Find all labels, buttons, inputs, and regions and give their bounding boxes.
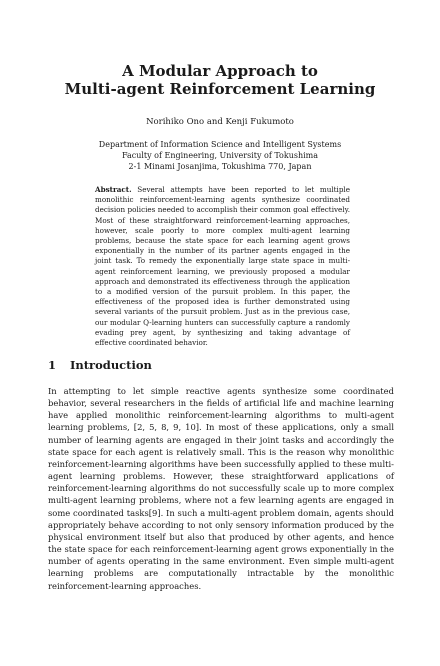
affiliation-line-2: Faculty of Engineering, University of Tokushima bbox=[121, 151, 319, 160]
abstract bbox=[95, 185, 350, 348]
section-title: Introduction bbox=[70, 358, 152, 372]
section-heading bbox=[48, 358, 152, 372]
affiliation-line-1: Department of Information Science and Intelligent Systems bbox=[98, 140, 342, 149]
paper-title-line-2: Multi-agent Reinforcement Learning bbox=[64, 80, 376, 98]
abstract-text: Several attempts have been reported to let multiple monolithic reinforcement-learning agents synthesize coordinated decision policies needed to accomplish their common goal effectively. Most of these straightforward reinforcement-learning approaches, however, scale poorly to more complex multi-agent learning problems, because the state space for each learning agent grows exponentially in the number of its partner agents engaged in the joint task. To remedy the exponentially large state space in multi-agent reinforcement learning, we previously proposed a modular approach and demonstrated its effectiveness through the application to a modified version of the pursuit problem. In this paper, the effectiveness of the proposed idea is further demonstrated using several variants of the pursuit problem. Just as in the previous case, our modular Q-learning hunters can successfully capture a randomly evading prey agent, by synthesizing and taking advantage of effective coordinated behavior. bbox=[95, 185, 350, 348]
section-number: 1 bbox=[48, 358, 57, 372]
affiliation-line-3: 2-1 Minami Josanjima, Tokushima 770, Japan bbox=[128, 162, 312, 171]
introduction-paragraph: In attempting to let simple reactive agents synthesize some coordinated behavior, several researchers in the fields of artificial life and machine learning have applied monolithic reinforcement-learning algorithms to multi-agent learning problems, [2, 5, 8, 9, 10]. In most of these applications, only a small number of learning agents are engaged in their joint tasks and accordingly the state space for each agent is relatively small. This is the reason why monolithic reinforcement-learning algorithms have been successfully applied to these multi-agent learning problems. However, these straightforward applications of reinforcement-learning algorithms do not successfully scale up to more complex multi-agent learning problems, where not a few learning agents are engaged in some coordinated tasks[9]. In such a multi-agent problem domain, agents should appropriately behave according to not only sensory information produced by the physical environment itself but also that produced by other agents, and hence the state space for each reinforcement-learning agent grows exponentially in the number of agents operating in the same environment. Even simple multi-agent learning problems are computationally intractable by the monolithic reinforcement-learning approaches. bbox=[48, 386, 394, 591]
abstract-label: Abstract. bbox=[95, 185, 132, 194]
paper-title-line-1: A Modular Approach to bbox=[122, 62, 318, 80]
introduction-body bbox=[48, 385, 394, 592]
authors: Norihiko Ono and Kenji Fukumoto bbox=[146, 117, 294, 127]
